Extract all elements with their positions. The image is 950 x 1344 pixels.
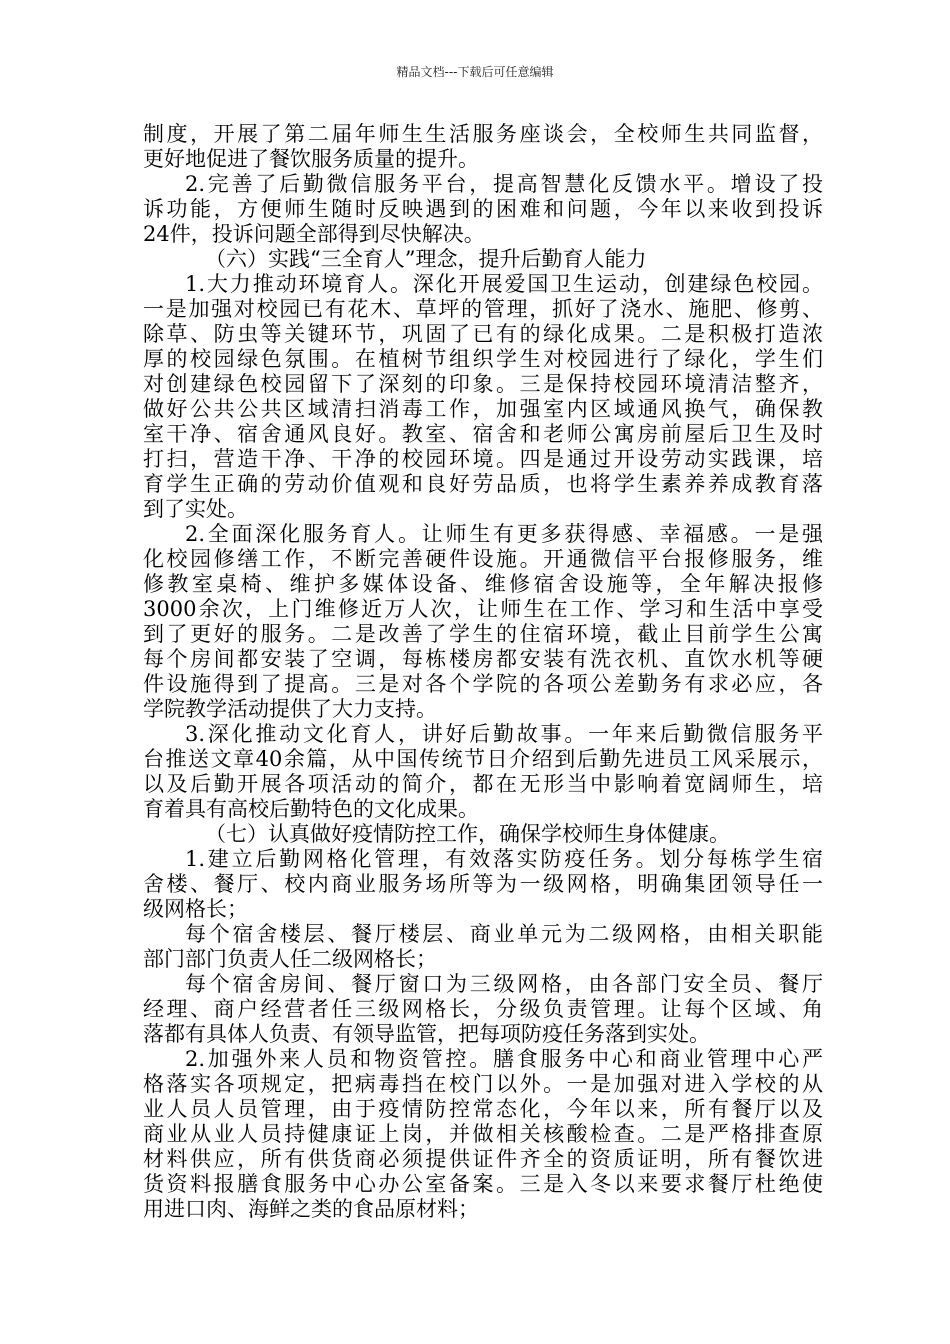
text-line: 到了更好的服务。二是改善了学生的住宿环境，截止目前学生公寓	[143, 622, 823, 646]
text-line: 级网格长；	[143, 897, 248, 921]
text-line: 2.完善了后勤微信服务平台，提高智慧化反馈水平。增设了投	[185, 172, 823, 196]
text-line: 做好公共公共区域清扫消毒工作，加强室内区域通风换气，确保教	[143, 397, 823, 421]
text-line: 化校园修缮工作，不断完善硬件设施。开通微信平台报修服务，维	[143, 547, 823, 571]
text-line: 对创建绿色校园留下了深刻的印象。三是保持校园环境清洁整齐，	[143, 372, 823, 396]
text-line: 育着具有高校后勤特色的文化成果。	[143, 797, 479, 821]
text-line: 室干净、宿舍通风良好。教室、宿舍和老师公寓房前屋后卫生及时	[143, 422, 823, 446]
text-line: 育学生正确的劳动价值观和良好劳品质，也将学生素养养成教育落	[143, 472, 823, 496]
text-line: 用进口肉、海鲜之类的食品原材料；	[143, 1197, 479, 1221]
text-line: 每个宿舍房间、餐厅窗口为三级网格，由各部门安全员、餐厅	[185, 972, 823, 996]
text-line: 诉功能，方便师生随时反映遇到的困难和问题，今年以来收到投诉	[143, 197, 823, 221]
text-line: 学院教学活动提供了大力支持。	[143, 697, 437, 721]
text-line: 落都有具体人负责、有领导监管，把每项防疫任务落到实处。	[143, 1022, 710, 1046]
text-line: 到了实处。	[143, 497, 248, 521]
text-line: 3000余次，上门维修近万人次，让师生在工作、学习和生活中享受	[143, 597, 823, 621]
text-line: 材料供应，所有供货商必须提供证件齐全的资质证明，所有餐饮进	[143, 1147, 823, 1171]
document-body	[143, 122, 823, 1222]
text-line: 1.建立后勤网格化管理，有效落实防疫任务。划分每栋学生宿	[185, 847, 823, 871]
text-line: 修教室桌椅、维护多媒体设备、维修宿舍设施等，全年解决报修	[143, 572, 823, 596]
text-line: 部门部门负责人任二级网格长；	[143, 947, 437, 971]
text-line: 厚的校园绿色氛围。在植树节组织学生对校园进行了绿化，学生们	[143, 347, 823, 371]
text-line: 以及后勤开展各项活动的简介，都在无形当中影响着宽阔师生，培	[143, 772, 823, 796]
section-heading: （七）认真做好疫情防控工作，确保学校师生身体健康。	[205, 822, 730, 846]
text-line: 打扫，营造干净、干净的校园环境。四是通过开设劳动实践课，培	[143, 447, 823, 471]
text-line: 货资料报膳食服务中心办公室备案。三是入冬以来要求餐厅杜绝使	[143, 1172, 823, 1196]
text-line: 制度，开展了第二届年师生生活服务座谈会，全校师生共同监督，	[143, 122, 823, 146]
text-line: 3.深化推动文化育人，讲好后勤故事。一年来后勤微信服务平	[185, 722, 823, 746]
text-line: 每个宿舍楼层、餐厅楼层、商业单元为二级网格，由相关职能	[185, 922, 823, 946]
text-line: 商业从业人员持健康证上岗，并做相关核酸检查。二是严格排查原	[143, 1122, 823, 1146]
text-line: 一是加强对校园已有花木、草坪的管理，抓好了浇水、施肥、修剪、	[143, 297, 823, 321]
text-line: 格落实各项规定，把病毒挡在校门以外。一是加强对进入学校的从	[143, 1072, 823, 1096]
section-heading: （六）实践“三全育人”理念，提升后勤育人能力	[205, 247, 647, 271]
text-line: 除草、防虫等关键环节，巩固了已有的绿化成果。二是积极打造浓	[143, 322, 823, 346]
text-line: 件设施得到了提高。三是对各个学院的各项公差勤务有求必应，各	[143, 672, 823, 696]
text-line: 24件，投诉问题全部得到尽快解决。	[143, 222, 485, 246]
text-line: 台推送文章40余篇，从中国传统节日介绍到后勤先进员工风采展示，	[143, 747, 823, 771]
text-line: 2.全面深化服务育人。让师生有更多获得感、幸福感。一是强	[185, 522, 823, 546]
page-header: 精品文档---下载后可任意编辑	[396, 65, 554, 79]
text-line: 舍楼、餐厅、校内商业服务场所等为一级网格，明确集团领导任一	[143, 872, 823, 896]
text-line: 经理、商户经营者任三级网格长，分级负责管理。让每个区域、角	[143, 997, 823, 1021]
text-line: 更好地促进了餐饮服务质量的提升。	[143, 147, 479, 171]
text-line: 1.大力推动环境育人。深化开展爱国卫生运动，创建绿色校园。	[185, 272, 823, 296]
text-line: 每个房间都安装了空调，每栋楼房都安装有洗衣机、直饮水机等硬	[143, 647, 823, 671]
text-line: 业人员人员管理，由于疫情防控常态化，今年以来，所有餐厅以及	[143, 1097, 823, 1121]
text-line: 2.加强外来人员和物资管控。膳食服务中心和商业管理中心严	[185, 1047, 823, 1071]
